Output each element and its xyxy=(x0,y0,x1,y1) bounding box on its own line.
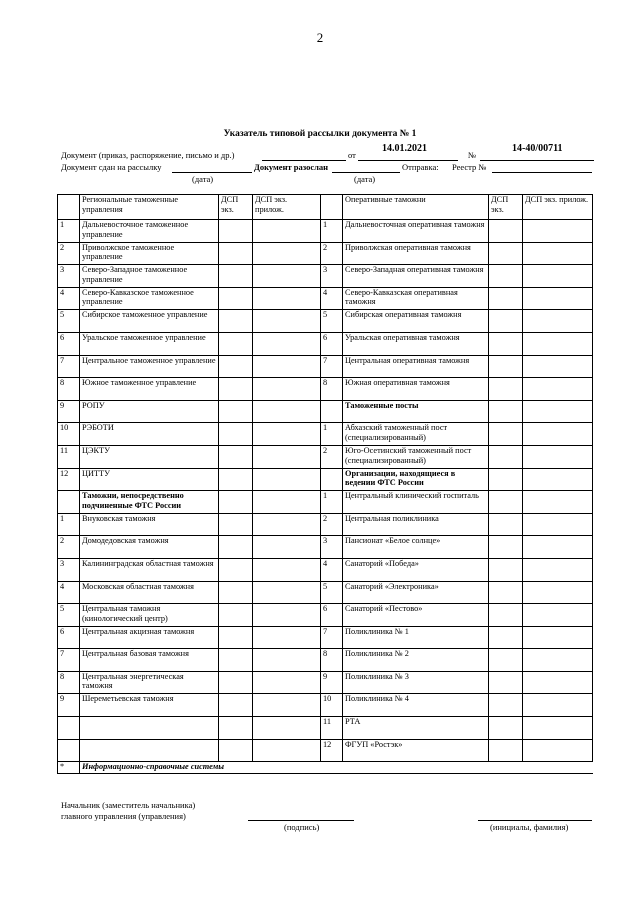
left-dsp-cell xyxy=(219,694,253,717)
left-num-cell: 11 xyxy=(58,445,80,468)
date-underline xyxy=(358,160,458,161)
right-name-cell: Санаторий «Пестово» xyxy=(343,604,489,627)
name-caption: (инициалы, фамилия) xyxy=(490,822,569,832)
left-num-cell: 3 xyxy=(58,265,80,288)
right-dsp-header: ДСП экз. xyxy=(489,195,523,220)
left-dsp-attach-cell xyxy=(253,378,321,401)
signer-title-line2: главного управления (управления) xyxy=(61,811,186,821)
left-num-cell: 6 xyxy=(58,626,80,649)
left-dsp-cell xyxy=(219,513,253,536)
left-dsp-cell xyxy=(219,581,253,604)
left-dsp-cell xyxy=(219,287,253,310)
right-name-cell: Пансионат «Белое солнце» xyxy=(343,536,489,559)
left-name-cell: Домодедовская таможня xyxy=(80,536,219,559)
right-name-cell: Поликлиника № 4 xyxy=(343,694,489,717)
number-underline xyxy=(480,160,594,161)
right-num-cell: 2 xyxy=(321,513,343,536)
right-dsp-cell xyxy=(489,423,523,446)
right-dsp-attach-cell xyxy=(523,332,593,355)
right-name-cell: Поликлиника № 1 xyxy=(343,626,489,649)
right-name-cell: Абхазский таможенный пост (специализированный) xyxy=(343,423,489,446)
right-name-cell: Дальневосточная оперативная таможня xyxy=(343,220,489,243)
sent-label: Документ разослан xyxy=(254,162,329,172)
table-row xyxy=(58,287,593,310)
left-num-cell xyxy=(58,739,80,762)
left-dsp-cell xyxy=(219,310,253,333)
left-num-cell: 3 xyxy=(58,558,80,581)
right-dsp-attach-cell xyxy=(523,220,593,243)
right-dsp-attach-cell xyxy=(523,604,593,627)
left-dsp-attach-cell xyxy=(253,558,321,581)
left-dsp-attach-cell xyxy=(253,513,321,536)
distribution-table xyxy=(57,194,593,774)
right-dsp-cell xyxy=(489,739,523,762)
left-section-header: Региональные таможенные управления xyxy=(80,195,219,220)
left-dsp-cell xyxy=(219,400,253,423)
left-num-header xyxy=(58,195,80,220)
right-num-cell: 4 xyxy=(321,558,343,581)
right-num-cell: 7 xyxy=(321,626,343,649)
right-section-header: Оперативные таможни xyxy=(343,195,489,220)
left-name-cell: Дальневосточное таможенное управление xyxy=(80,220,219,243)
right-dsp-cell xyxy=(489,287,523,310)
right-name-cell: Центральная поликлиника xyxy=(343,513,489,536)
submitted-label: Документ сдан на рассылку xyxy=(61,162,162,172)
registry-label: Реестр № xyxy=(452,162,487,172)
right-num-cell: 8 xyxy=(321,378,343,401)
right-name-cell: Приволжская оперативная таможня xyxy=(343,242,489,265)
right-dsp-cell xyxy=(489,445,523,468)
left-name-cell: Центральная базовая таможня xyxy=(80,649,219,672)
left-dsp-attach-cell xyxy=(253,287,321,310)
left-name-cell: Внуковская таможня xyxy=(80,513,219,536)
right-num-cell: 1 xyxy=(321,491,343,514)
table-row xyxy=(58,423,593,446)
right-name-cell: Поликлиника № 3 xyxy=(343,671,489,694)
right-name-cell: Поликлиника № 2 xyxy=(343,649,489,672)
right-dsp-cell xyxy=(489,355,523,378)
right-dsp-attach-cell xyxy=(523,739,593,762)
right-name-cell: РТА xyxy=(343,717,489,740)
right-dsp-attach-cell xyxy=(523,513,593,536)
left-dsp-cell xyxy=(219,468,253,491)
right-dsp-attach-cell xyxy=(523,468,593,491)
right-dsp-attach-cell xyxy=(523,649,593,672)
left-dsp-cell xyxy=(219,671,253,694)
page-number: 2 xyxy=(316,30,324,45)
right-dsp-cell xyxy=(489,626,523,649)
right-name-cell: ФГУП «Ростэк» xyxy=(343,739,489,762)
left-num-cell: 12 xyxy=(58,468,80,491)
table-body xyxy=(58,195,593,774)
table-row xyxy=(58,649,593,672)
left-dsp-attach-cell xyxy=(253,265,321,288)
left-name-cell: ЦЭКТУ xyxy=(80,445,219,468)
left-dsp-attach-cell xyxy=(253,468,321,491)
left-num-cell: 9 xyxy=(58,400,80,423)
left-dsp-attach-cell xyxy=(253,310,321,333)
left-dsp-attach-cell xyxy=(253,671,321,694)
left-name-cell: Центральная таможня (кинологический центр) xyxy=(80,604,219,627)
left-name-cell: Северо-Западное таможенное управление xyxy=(80,265,219,288)
right-dsp-attach-cell xyxy=(523,536,593,559)
left-name-cell: Московская областная таможня xyxy=(80,581,219,604)
table-row xyxy=(58,626,593,649)
left-dsp-cell xyxy=(219,558,253,581)
table-row xyxy=(58,445,593,468)
right-num-cell: 6 xyxy=(321,604,343,627)
left-dsp-attach-cell xyxy=(253,694,321,717)
left-name-cell: РЭБОТИ xyxy=(80,423,219,446)
right-dsp-attach-cell xyxy=(523,265,593,288)
left-dsp-attach-cell xyxy=(253,536,321,559)
left-num-cell: 5 xyxy=(58,604,80,627)
left-num-cell xyxy=(58,491,80,514)
right-name-cell: Санаторий «Электроника» xyxy=(343,581,489,604)
right-dsp-cell xyxy=(489,536,523,559)
left-dsp-attach-cell xyxy=(253,445,321,468)
right-dsp-attach-cell xyxy=(523,378,593,401)
left-dsp-attach-cell xyxy=(253,491,321,514)
table-row xyxy=(58,220,593,243)
right-num-cell: 9 xyxy=(321,671,343,694)
submitted-underline xyxy=(172,172,252,173)
table-row xyxy=(58,717,593,740)
left-name-cell: Калининградская областная таможня xyxy=(80,558,219,581)
right-name-cell: Северо-Кавказская оперативная таможня xyxy=(343,287,489,310)
left-dsp-cell xyxy=(219,649,253,672)
left-dsp-cell xyxy=(219,536,253,559)
table-row xyxy=(58,694,593,717)
right-dsp-cell xyxy=(489,378,523,401)
right-name-cell: Южная оперативная таможня xyxy=(343,378,489,401)
left-dsp-cell xyxy=(219,265,253,288)
table-row xyxy=(58,332,593,355)
left-dsp-cell xyxy=(219,220,253,243)
right-dsp-cell xyxy=(489,220,523,243)
table-row xyxy=(58,536,593,559)
right-num-header xyxy=(321,195,343,220)
left-dsp-attach-cell xyxy=(253,626,321,649)
left-dsp-cell xyxy=(219,739,253,762)
table-row xyxy=(58,468,593,491)
right-num-cell xyxy=(321,468,343,491)
table-row xyxy=(58,310,593,333)
left-num-cell: 4 xyxy=(58,581,80,604)
right-dsp-cell xyxy=(489,649,523,672)
table-row xyxy=(58,242,593,265)
right-dsp-cell xyxy=(489,265,523,288)
right-dsp-cell xyxy=(489,558,523,581)
left-name-cell: Центральная акцизная таможня xyxy=(80,626,219,649)
right-name-cell: Санаторий «Победа» xyxy=(343,558,489,581)
left-dsp-cell xyxy=(219,491,253,514)
right-dsp-attach-cell xyxy=(523,491,593,514)
right-dsp-cell xyxy=(489,671,523,694)
left-num-cell xyxy=(58,717,80,740)
right-num-cell: 5 xyxy=(321,310,343,333)
left-dsp-attach-cell xyxy=(253,739,321,762)
right-name-cell: Сибирская оперативная таможня xyxy=(343,310,489,333)
document-title: Указатель типовой рассылки документа № 1 xyxy=(223,129,417,139)
left-name-cell: РОПУ xyxy=(80,400,219,423)
number-sign: № xyxy=(468,150,477,160)
left-dsp-attach-cell xyxy=(253,649,321,672)
table-row xyxy=(58,355,593,378)
right-num-cell: 11 xyxy=(321,717,343,740)
right-dsp-attach-cell xyxy=(523,626,593,649)
left-num-cell: 7 xyxy=(58,355,80,378)
left-num-cell: 5 xyxy=(58,310,80,333)
signature-underline xyxy=(248,820,354,821)
signature-caption: (подпись) xyxy=(284,822,320,832)
right-dsp-attach-cell xyxy=(523,671,593,694)
left-name-cell: ЦИТТУ xyxy=(80,468,219,491)
left-num-cell: 9 xyxy=(58,694,80,717)
left-name-cell: Таможни, непосредственно подчиненные ФТС России xyxy=(80,491,219,514)
right-name-cell: Организации, находящиеся в ведении ФТС России xyxy=(343,468,489,491)
right-dsp-cell xyxy=(489,581,523,604)
right-dsp-cell xyxy=(489,468,523,491)
table-row xyxy=(58,558,593,581)
left-dsp-cell xyxy=(219,242,253,265)
right-dsp-cell xyxy=(489,310,523,333)
left-num-cell: 8 xyxy=(58,378,80,401)
table-footer-row xyxy=(58,762,593,774)
right-dsp-attach-cell xyxy=(523,558,593,581)
right-dsp-attach-cell xyxy=(523,717,593,740)
date-caption-right: (дата) xyxy=(354,174,376,184)
right-num-cell: 1 xyxy=(321,423,343,446)
left-name-cell: Уральское таможенное управление xyxy=(80,332,219,355)
left-num-cell: 2 xyxy=(58,242,80,265)
left-dsp-attach-cell xyxy=(253,332,321,355)
dispatch-label: Отправка: xyxy=(402,162,439,172)
left-name-cell: Центральное таможенное управление xyxy=(80,355,219,378)
left-dsp-cell xyxy=(219,626,253,649)
right-dsp-cell xyxy=(489,694,523,717)
right-dsp-attach-cell xyxy=(523,400,593,423)
left-num-cell: 10 xyxy=(58,423,80,446)
left-name-cell xyxy=(80,717,219,740)
right-dsp-attach-header: ДСП экз. прилож. xyxy=(523,195,593,220)
left-name-cell: Приволжское таможенное управление xyxy=(80,242,219,265)
left-dsp-attach-cell xyxy=(253,717,321,740)
sent-underline xyxy=(332,172,400,173)
right-dsp-attach-cell xyxy=(523,694,593,717)
left-dsp-cell xyxy=(219,378,253,401)
right-name-cell: Северо-Западная оперативная таможня xyxy=(343,265,489,288)
name-underline xyxy=(478,820,592,821)
right-num-cell: 12 xyxy=(321,739,343,762)
left-name-cell: Центральная энергетическая таможня xyxy=(80,671,219,694)
left-dsp-cell xyxy=(219,604,253,627)
right-num-cell: 10 xyxy=(321,694,343,717)
left-num-cell: 2 xyxy=(58,536,80,559)
right-name-cell: Юго-Осетинский таможенный пост (специализированный) xyxy=(343,445,489,468)
right-dsp-cell xyxy=(489,400,523,423)
right-dsp-cell xyxy=(489,491,523,514)
footer-mark: * xyxy=(58,762,80,774)
right-dsp-attach-cell xyxy=(523,242,593,265)
left-name-cell: Южное таможенное управление xyxy=(80,378,219,401)
right-dsp-cell xyxy=(489,242,523,265)
table-row xyxy=(58,581,593,604)
right-name-cell: Уральская оперативная таможня xyxy=(343,332,489,355)
right-name-cell: Центральная оперативная таможня xyxy=(343,355,489,378)
left-dsp-header: ДСП экз. xyxy=(219,195,253,220)
right-num-cell: 1 xyxy=(321,220,343,243)
document-number: 14-40/00711 xyxy=(512,143,563,154)
right-dsp-attach-cell xyxy=(523,423,593,446)
left-num-cell: 7 xyxy=(58,649,80,672)
left-dsp-attach-cell xyxy=(253,220,321,243)
table-row xyxy=(58,378,593,401)
left-dsp-attach-header: ДСП экз. прилож. xyxy=(253,195,321,220)
right-dsp-cell xyxy=(489,717,523,740)
left-dsp-cell xyxy=(219,717,253,740)
right-num-cell: 7 xyxy=(321,355,343,378)
right-num-cell: 3 xyxy=(321,265,343,288)
table-row xyxy=(58,400,593,423)
document-type-underline xyxy=(262,160,346,161)
right-dsp-attach-cell xyxy=(523,355,593,378)
left-num-cell: 1 xyxy=(58,220,80,243)
from-label: от xyxy=(348,150,356,160)
left-num-cell: 8 xyxy=(58,671,80,694)
right-dsp-cell xyxy=(489,604,523,627)
table-row xyxy=(58,604,593,627)
footer-info-systems: Информационно-справочные системы xyxy=(80,762,593,774)
right-num-cell: 8 xyxy=(321,649,343,672)
left-dsp-cell xyxy=(219,355,253,378)
left-dsp-attach-cell xyxy=(253,355,321,378)
left-dsp-attach-cell xyxy=(253,604,321,627)
date-caption-left: (дата) xyxy=(192,174,214,184)
left-name-cell: Северо-Кавказское таможенное управление xyxy=(80,287,219,310)
left-dsp-cell xyxy=(219,332,253,355)
left-dsp-cell xyxy=(219,445,253,468)
left-dsp-attach-cell xyxy=(253,242,321,265)
table-row xyxy=(58,491,593,514)
left-name-cell: Шереметьевская таможня xyxy=(80,694,219,717)
right-num-cell: 6 xyxy=(321,332,343,355)
left-dsp-attach-cell xyxy=(253,581,321,604)
left-name-cell: Сибирское таможенное управление xyxy=(80,310,219,333)
table-header-row xyxy=(58,195,593,220)
right-num-cell: 2 xyxy=(321,445,343,468)
left-dsp-attach-cell xyxy=(253,423,321,446)
right-name-cell: Таможенные посты xyxy=(343,400,489,423)
left-num-cell: 6 xyxy=(58,332,80,355)
right-dsp-attach-cell xyxy=(523,287,593,310)
right-dsp-cell xyxy=(489,513,523,536)
right-dsp-attach-cell xyxy=(523,581,593,604)
registry-underline xyxy=(492,172,592,173)
left-name-cell xyxy=(80,739,219,762)
right-name-cell: Центральный клинический госпиталь xyxy=(343,491,489,514)
right-num-cell xyxy=(321,400,343,423)
table-row xyxy=(58,671,593,694)
table-row xyxy=(58,265,593,288)
document-type-label: Документ (приказ, распоряжение, письмо и др.) xyxy=(61,150,235,160)
right-dsp-attach-cell xyxy=(523,310,593,333)
left-num-cell: 4 xyxy=(58,287,80,310)
left-dsp-cell xyxy=(219,423,253,446)
signer-title-line1: Начальник (заместитель начальника) xyxy=(61,800,196,810)
table-row xyxy=(58,513,593,536)
right-dsp-cell xyxy=(489,332,523,355)
table-row xyxy=(58,739,593,762)
right-num-cell: 5 xyxy=(321,581,343,604)
right-num-cell: 2 xyxy=(321,242,343,265)
document-date: 14.01.2021 xyxy=(382,143,427,154)
right-dsp-attach-cell xyxy=(523,445,593,468)
right-num-cell: 4 xyxy=(321,287,343,310)
right-num-cell: 3 xyxy=(321,536,343,559)
left-dsp-attach-cell xyxy=(253,400,321,423)
left-num-cell: 1 xyxy=(58,513,80,536)
